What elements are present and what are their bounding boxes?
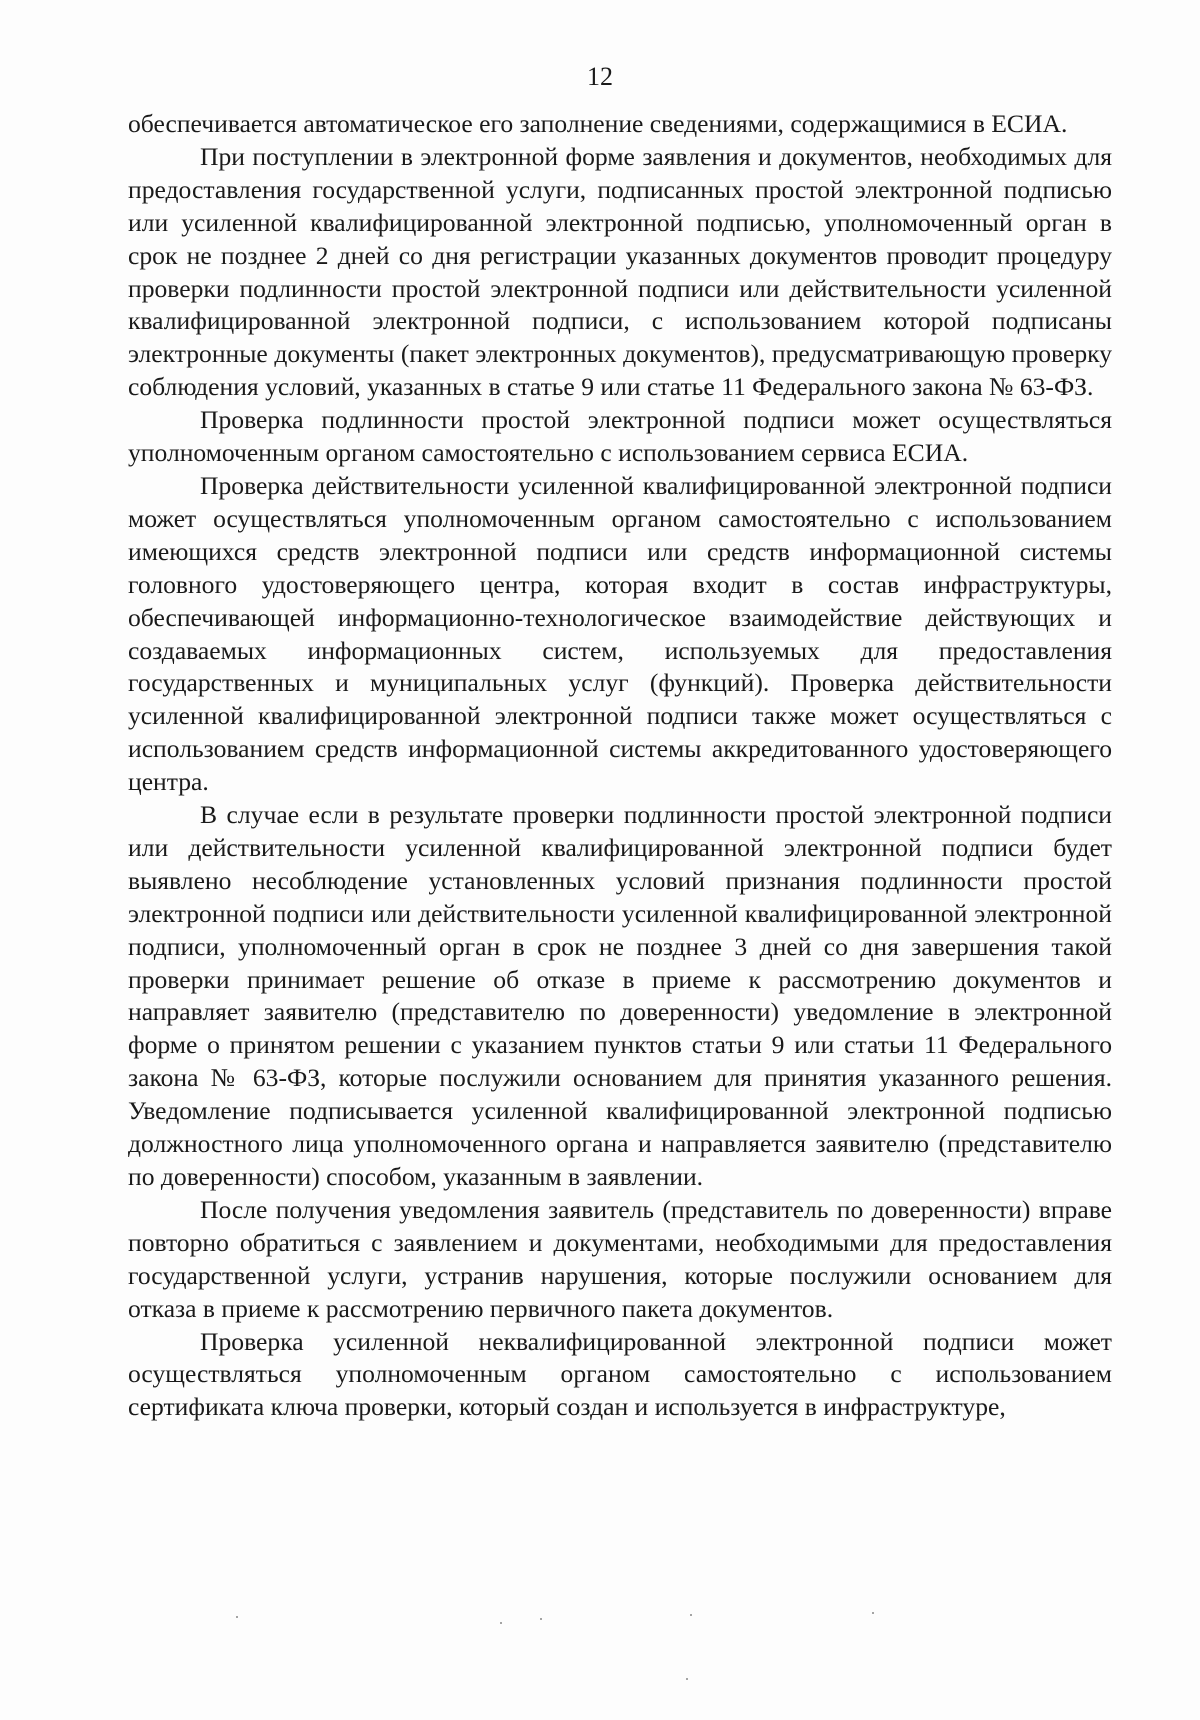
paragraph-continuation: обеспечивается автоматическое его заполнение сведениями, содержащимися в ЕСИА. <box>128 109 1068 138</box>
paragraph-unqualified-signature-check: Проверка усиленной неквалифицированной электронной подписи может осуществляться уполномоченным органом самостоятельно с использованием сертификата ключа проверки, который создан и используется в инфраструктуре, <box>128 1326 1112 1422</box>
paragraph-electronic-submission: При поступлении в электронной форме заявления и документов, необходимых для предоставления государственной услуги, подписанных простой электронной подписью или усиленной квалифицированной электронной подписью, уполномоченный орган в срок не позднее 2 дней со дня регистрации указанных документов проводит процедуру проверки подлинности простой электронной подписи или действительности усиленной квалифицированной электронной подписи, с использованием которой подписаны электронные документы (пакет электронных документов), предусматривающую проверку соблюдения условий, указанных в статье 9 или статье 11 Федерального закона № 63-ФЗ. <box>128 141 1112 402</box>
scan-speck <box>236 1616 238 1618</box>
scan-speck <box>690 1614 692 1616</box>
scan-speck <box>540 1618 542 1620</box>
scan-artifacts <box>0 1600 1200 1720</box>
paragraph-qualified-signature-check: Проверка действительности усиленной квалифицированной электронной подписи может осуществляться уполномоченным органом самостоятельно с использованием имеющихся средств электронной подписи или средств информационной системы головного удостоверяющего центра, которая входит в состав инфраструктуры, обеспечивающей информационно-технологическое взаимодействие действующих и создаваемых информационных систем, используемых для предоставления государственных и муниципальных услуг (функций). Проверка действительности усиленной квалифицированной электронной подписи также может осуществляться с использованием средств информационной системы аккредитованного удостоверяющего центра. <box>128 470 1112 797</box>
paragraph-check-failure: В случае если в результате проверки подлинности простой электронной подписи или действительности усиленной квалифицированной электронной подписи будет выявлено несоблюдение установленных условий признания подлинности простой электронной подписи или действительности усиленной квалифицированной электронной подписи, уполномоченный орган в срок не позднее 3 дней со дня завершения такой проверки принимает решение об отказе в приеме к рассмотрению документов и направляет заявителю (представителю по доверенности) уведомление в электронной форме о принятом решении с указанием пунктов статьи 9 или статьи 11 Федерального закона № 63-ФЗ, которые послужили основанием для принятия указанного решения. Уведомление подписывается усиленной квалифицированной электронной подписью должностного лица уполномоченного органа и направляется заявителю (представителю по доверенности) способом, указанным в заявлении. <box>128 800 1112 1191</box>
paragraph-resubmission: После получения уведомления заявитель (представитель по доверенности) вправе повторно обратиться с заявлением и документами, необходимыми для предоставления государственной услуги, устранив нарушения, которые послужили основанием для отказа в приеме к рассмотрению первичного пакета документов. <box>128 1194 1112 1323</box>
document-body <box>128 108 1112 1424</box>
scan-speck <box>686 1678 688 1680</box>
page-number: 12 <box>587 62 613 91</box>
paragraph-simple-signature-check: Проверка подлинности простой электронной подписи может осуществляться уполномоченным органом самостоятельно с использованием сервиса ЕСИА. <box>128 405 1112 468</box>
scan-speck <box>500 1622 502 1624</box>
scan-speck <box>872 1612 874 1614</box>
